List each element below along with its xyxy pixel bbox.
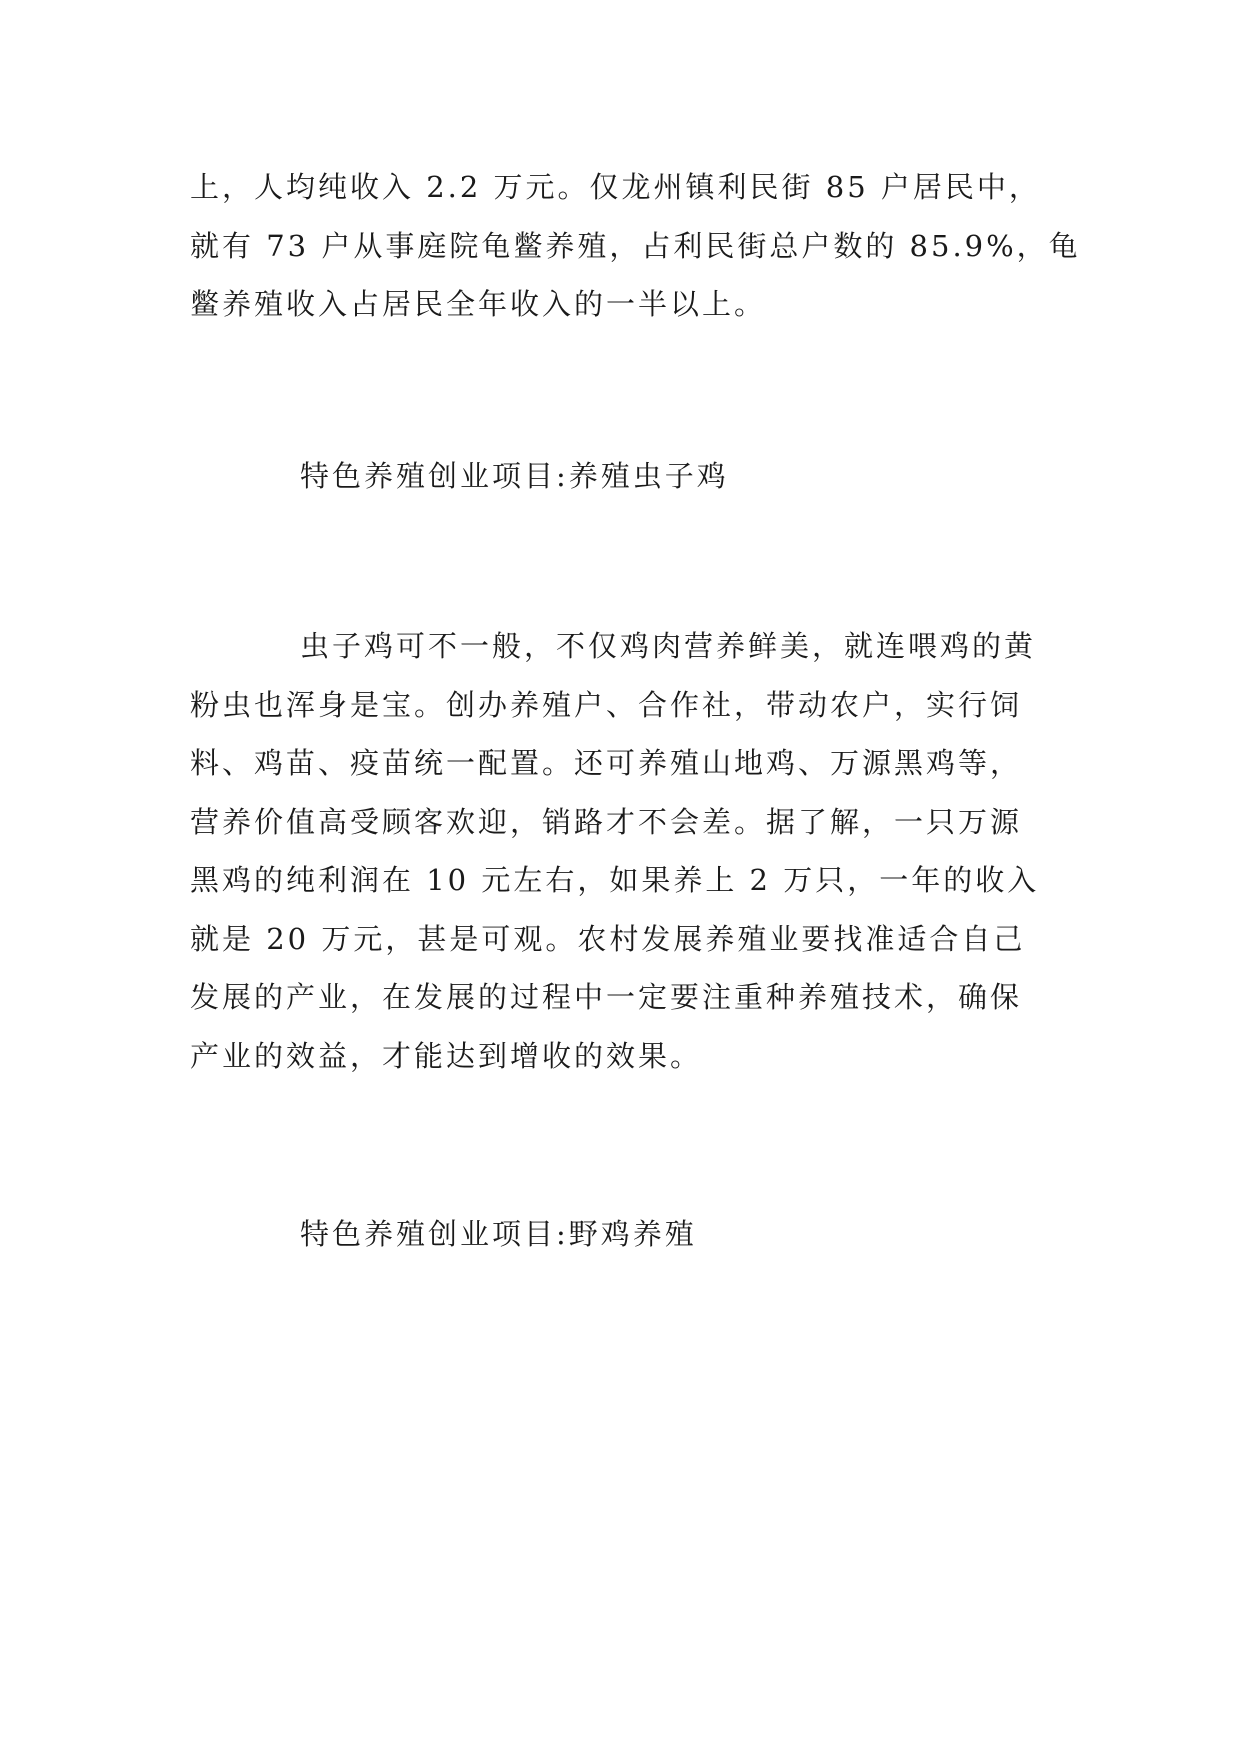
paragraph-line: 鳖养殖收入占居民全年收入的一半以上。: [190, 287, 767, 321]
section-heading-pheasant: 特色养殖创业项目:野鸡养殖: [300, 1217, 697, 1251]
paragraph-line: 上，人均纯收入 2.2 万元。仅龙州镇利民街 85 户居民中，: [190, 170, 1041, 204]
paragraph-line: 粉虫也浑身是宝。创办养殖户、合作社，带动农户，实行饲: [190, 687, 1023, 722]
paragraph-line: 发展的产业，在发展的过程中一定要注重种养殖技术，确保: [190, 980, 1023, 1014]
paragraph-line: 营养价值高受顾客欢迎，销路才不会差。据了解，一只万源: [190, 804, 1023, 839]
paragraph-line: 就是 20 万元，甚是可观。农村发展养殖业要找准适合自己: [190, 921, 1026, 956]
paragraph-line: 虫子鸡可不一般，不仅鸡肉营养鲜美，就连喂鸡的黄: [300, 629, 1037, 663]
paragraph-line: 料、鸡苗、疫苗统一配置。还可养殖山地鸡、万源黑鸡等，: [190, 746, 1023, 780]
paragraph-bug-chicken: [190, 617, 1050, 1085]
paragraph-income-summary: [190, 158, 1081, 334]
paragraph-line: 黑鸡的纯利润在 10 元左右，如果养上 2 万只，一年的收入: [190, 863, 1040, 897]
section-heading-bug-chicken: 特色养殖创业项目:养殖虫子鸡: [300, 459, 729, 493]
paragraph-line: 就有 73 户从事庭院龟鳖养殖，占利民街总户数的 85.9%，龟: [190, 228, 1081, 263]
paragraph-line: 产业的效益，才能达到增收的效果。: [190, 1038, 703, 1073]
